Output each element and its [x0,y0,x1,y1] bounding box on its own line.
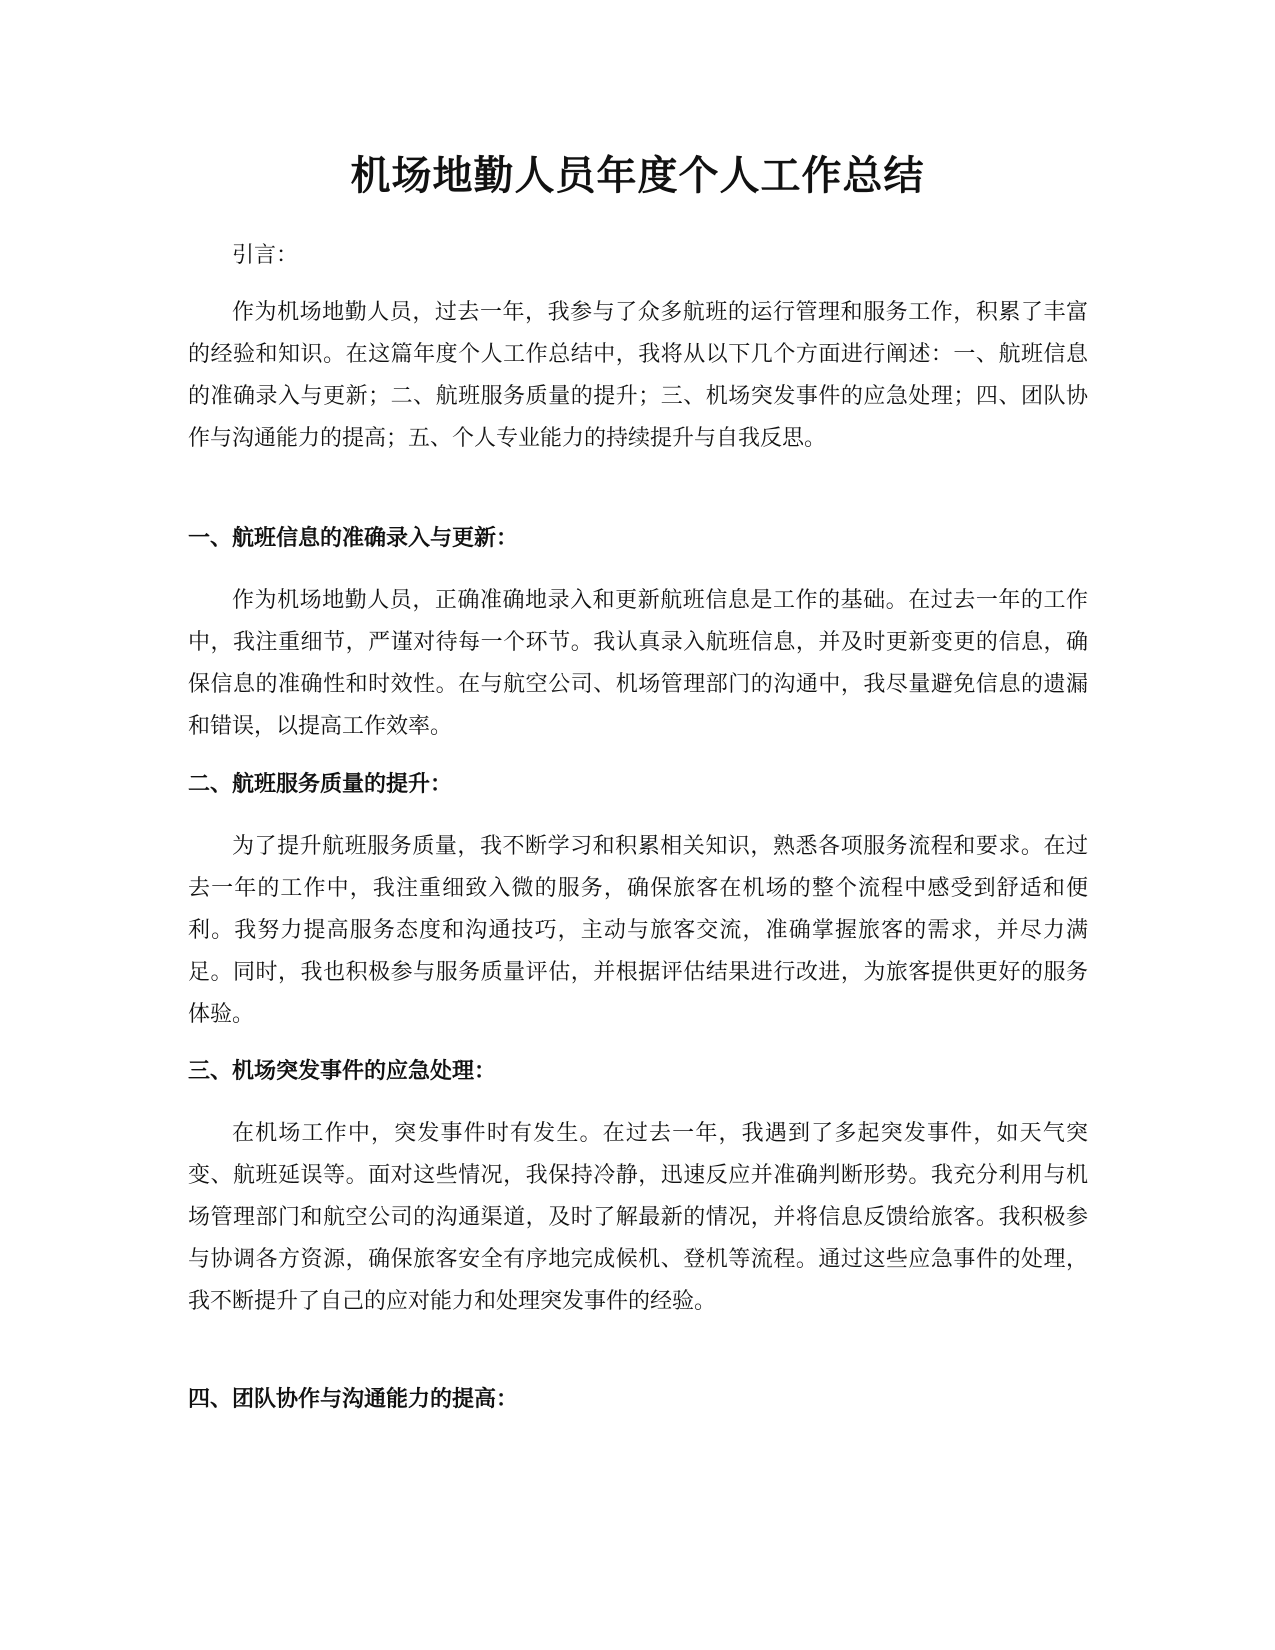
document-title: 机场地勤人员年度个人工作总结 [350,153,925,199]
section-4-heading: 四、团队协作与沟通能力的提高： [188,1387,519,1412]
intro-paragraph: 作为机场地勤人员，过去一年，我参与了众多航班的运行管理和服务工作，积累了丰富的经验和知识。在这篇年度个人工作总结中，我将从以下几个方面进行阐述：一、航班信息的准确录入与更新；二、航班服务质量的提升；三、机场突发事件的应急处理；四、团队协作与沟通能力的提高；五、个人专业能力的持续提升与自我反思。 [188,300,1088,451]
intro-label: 引言： [232,243,299,268]
section-1-heading: 一、航班信息的准确录入与更新： [188,526,519,551]
section-2-paragraph: 为了提升航班服务质量，我不断学习和积累相关知识，熟悉各项服务流程和要求。在过去一年的工作中，我注重细致入微的服务，确保旅客在机场的整个流程中感受到舒适和便利。我努力提高服务态度和沟通技巧，主动与旅客交流，准确掌握旅客的需求，并尽力满足。同时，我也积极参与服务质量评估，并根据评估结果进行改进，为旅客提供更好的服务体验。 [188,834,1088,1027]
section-3-heading: 三、机场突发事件的应急处理： [188,1059,497,1084]
section-3-paragraph: 在机场工作中，突发事件时有发生。在过去一年，我遇到了多起突发事件，如天气突变、航班延误等。面对这些情况，我保持冷静，迅速反应并准确判断形势。我充分利用与机场管理部门和航空公司的沟通渠道，及时了解最新的情况，并将信息反馈给旅客。我积极参与协调各方资源，确保旅客安全有序地完成候机、登机等流程。通过这些应急事件的处理，我不断提升了自己的应对能力和处理突发事件的经验。 [188,1121,1088,1314]
section-2-heading: 二、航班服务质量的提升： [188,772,453,797]
section-1-paragraph: 作为机场地勤人员，正确准确地录入和更新航班信息是工作的基础。在过去一年的工作中，我注重细节，严谨对待每一个环节。我认真录入航班信息，并及时更新变更的信息，确保信息的准确性和时效性。在与航空公司、机场管理部门的沟通中，我尽量避免信息的遗漏和错误，以提高工作效率。 [188,588,1088,739]
